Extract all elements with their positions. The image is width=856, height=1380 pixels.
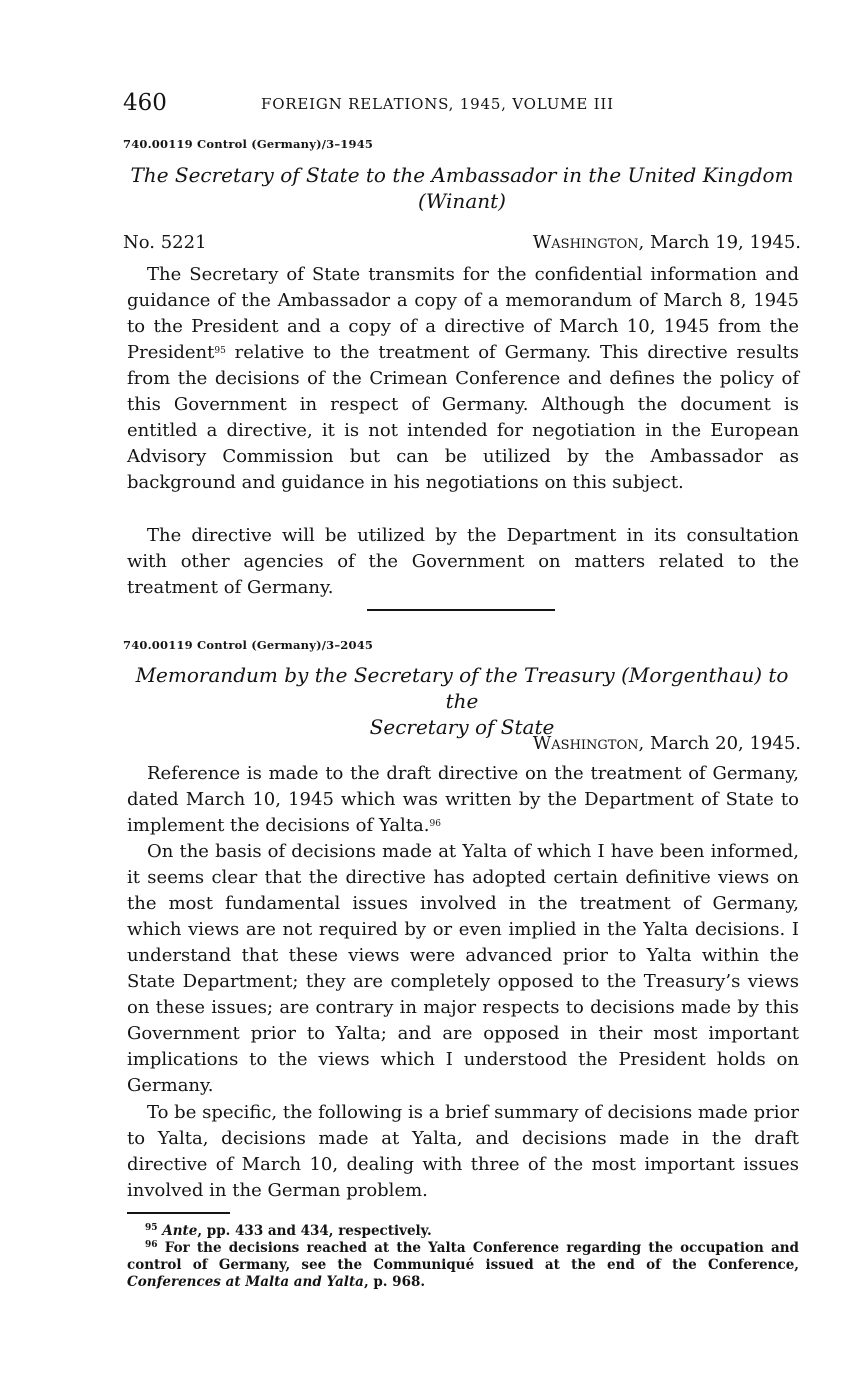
place: Washington bbox=[532, 232, 639, 253]
footnote-mark-95: 95 bbox=[145, 1223, 158, 1233]
document-1-paragraph-2: The directive will be utilized by the Department in its consultation with other agencies of the Government on matters related to the treatment of Germany. bbox=[127, 525, 799, 598]
date: , March 19, 1945. bbox=[638, 232, 801, 253]
document-1-paragraph-1: The Secretary of State transmits for the confidential information and guidance of the Ambassador a copy of a memorandum of March 8, 1945 to the President and a copy of a directive of March 10, 1945 from the President$^{95}$ relative to the treatment of Germany. This directive results from the decisions of the Crimean Conference and defines the policy of this Government in respect of Germany. Although the document is entitled a directive, it is not intended for negotiation in the European Advisory Commission but can be utilized by the Ambassador as background and guidance in his negotiations on this subject. bbox=[127, 264, 799, 493]
file-number-2: 740.00119 Control (Germany)/3–2045 bbox=[123, 638, 374, 652]
document-2-paragraph-1: Reference is made to the draft directive on the treatment of Germany, dated March 10, 1945 which was written by the Department of State to implement the decisions of Yalta.$^{96}$ bbox=[127, 763, 799, 836]
footnote-rule bbox=[127, 1212, 230, 1214]
document-2-title-line1: Memorandum by the Secretary of the Treasury (Morgenthau) to the bbox=[135, 663, 789, 713]
document-number: No. 5221 bbox=[123, 232, 207, 253]
document-2-title-line2: Secretary of State bbox=[369, 715, 555, 739]
running-title: FOREIGN RELATIONS, 1945, VOLUME III bbox=[261, 95, 614, 113]
document-1-title-line2: (Winant) bbox=[418, 189, 506, 213]
footnote-ref-96: 96 bbox=[429, 819, 441, 829]
page-number: 460 bbox=[123, 90, 167, 116]
file-number-1: 740.00119 Control (Germany)/3–1945 bbox=[123, 137, 374, 151]
section-divider bbox=[367, 609, 555, 611]
date: , March 20, 1945. bbox=[638, 733, 801, 754]
document-2-paragraph-3: To be specific, the following is a brief summary of decisions made prior to Yalta, decisions made at Yalta, and decisions made in the draft directive of March 10, dealing with three of the most important issues involved in the German problem. bbox=[127, 1102, 799, 1201]
place: Washington bbox=[532, 733, 639, 754]
footnote-mark-96: 96 bbox=[145, 1240, 158, 1250]
document-1-title bbox=[123, 162, 801, 214]
document-2-paragraph-2: On the basis of decisions made at Yalta of which I have been informed, it seems clear that the directive has adopted certain definitive views on the most fundamental issues involved in the treatment of Germany, which views are not required by or even implied in the Yalta decisions. I understand that these views were advanced prior to Yalta within the State Department; they are completely opposed to the Treasury’s views on these issues; are contrary in major respects to decisions made by this Government prior to Yalta; and are opposed in their most important implications to the views which I understood the President holds on Germany. bbox=[127, 841, 799, 1096]
document-1-date bbox=[533, 232, 801, 253]
document-1-title-line1: The Secretary of State to the Ambassador in the United Kingdom bbox=[130, 163, 794, 187]
footnote-96: $^{96}$ For the decisions reached at the Yalta Conference regarding the occupation and control of Germany, see the Communiqué issued at the end of the Conference, Conferences at Malta and Yalta, p. 968. bbox=[127, 1240, 800, 1290]
running-header bbox=[123, 90, 801, 120]
footnote-ref-95: 95 bbox=[214, 346, 226, 356]
document-2-title bbox=[123, 662, 801, 740]
document-2-date bbox=[533, 733, 801, 754]
footnote-95: $^{95}$ Ante, pp. 433 and 434, respectively. bbox=[145, 1223, 432, 1239]
